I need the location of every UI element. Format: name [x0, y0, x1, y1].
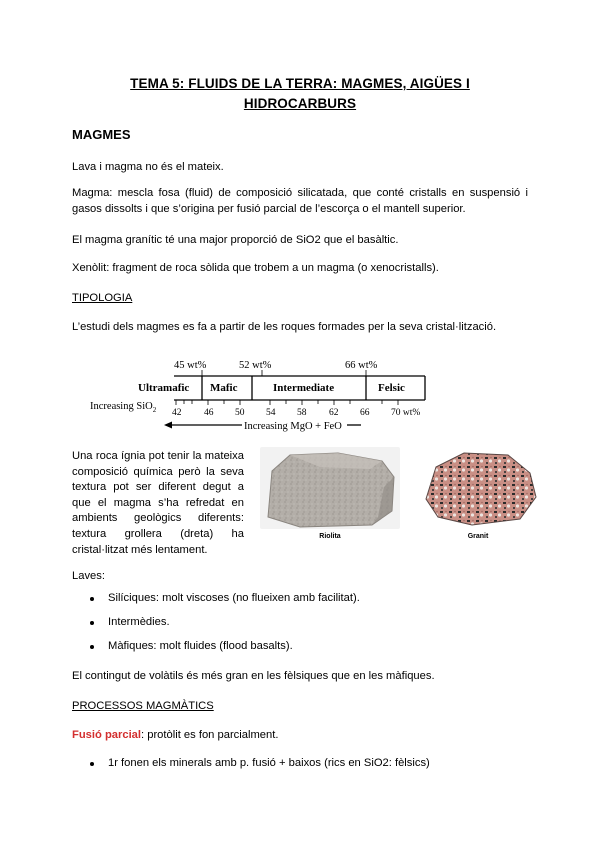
heading-laves: Laves: [72, 570, 105, 582]
paragraph-xenolit: Xenòlit: fragment de roca sòlida que trobem a un magma (o xenocristalls). [72, 262, 439, 274]
diagram-sio2-label: Increasing SiO$_2$ [90, 401, 157, 414]
diagram-class-felsic: Felsic [378, 382, 405, 394]
paragraph-estudi: L’estudi dels magmes es fa a partir de les roques formades per la seva cristal·lització. [72, 321, 497, 333]
list-item-text: Màfiques: molt fluides (flood basalts). [108, 640, 293, 652]
paragraph-granitic: El magma granític té una major proporció de SiO2 que el basàltic. [72, 234, 399, 246]
caption-riolita: Riolita [319, 533, 341, 540]
paragraph-magma-definition: Magma: mescla fosa (fluid) de composició silicatada, que conté cristalls en suspensió i gasos dissolts i que s’origina per fusió parcial de l’escorça o el mantell superior. [72, 187, 528, 215]
diagram-tick-70: 70 wt% [391, 408, 421, 418]
heading-tipologia: TIPOLOGIA [72, 292, 133, 304]
diagram-tick-62: 62 [329, 408, 339, 418]
bullet-icon [90, 621, 94, 625]
title-line-1: TEMA 5: FLUIDS DE LA TERRA: MAGMES, AIGÜES I [130, 76, 470, 91]
paragraph-rock-texture: Una roca ígnia pot tenir la mateixa composició química però la seva textura pot ser diferent degut a que el magma s’ha refredat en ambients geològics diferents: textura grollera (dreta) ha cristal·litzat més lentament. [72, 450, 244, 556]
rhyolite-photo [260, 447, 400, 529]
page-title [100, 74, 500, 114]
fusio-parcial-text: : protòlit es fon parcialment. [141, 729, 279, 741]
diagram-tick-58: 58 [297, 408, 307, 418]
title-line-2: HIDROCARBURS [243, 96, 357, 111]
magma-classification-diagram [86, 352, 466, 437]
list-item-text: 1r fonen els minerals amb p. fusió + baixos (rics en SiO2: fèlsics) [108, 757, 430, 769]
diagram-label-52: 52 wt% [239, 360, 272, 371]
caption-granit: Granit [467, 533, 489, 540]
heading-magmes: MAGMES [72, 127, 131, 142]
fusio-parcial-label: Fusió parcial [72, 729, 142, 741]
diagram-tick-46: 46 [204, 408, 214, 418]
bullet-icon [90, 645, 94, 649]
paragraph-volatils: El contingut de volàtils és més gran en les fèlsiques que en les màfiques. [72, 670, 435, 682]
diagram-class-mafic: Mafic [210, 382, 238, 394]
bullet-icon [90, 762, 94, 766]
diagram-tick-66: 66 [360, 408, 370, 418]
diagram-tick-42: 42 [172, 408, 182, 418]
diagram-class-ultramafic: Ultramafic [138, 382, 190, 394]
heading-processos: PROCESSOS MAGMÀTICS [72, 700, 214, 712]
diagram-class-intermediate: Intermediate [273, 382, 335, 394]
list-item-text: Silíciques: molt viscoses (no flueixen amb facilitat). [108, 592, 360, 604]
diagram-label-66: 66 wt% [345, 360, 378, 371]
bullet-icon [90, 597, 94, 601]
diagram-tick-50: 50 [235, 408, 245, 418]
granite-photo [412, 447, 544, 529]
diagram-tick-54: 54 [266, 408, 276, 418]
paragraph-lava-magma: Lava i magma no és el mateix. [72, 161, 224, 173]
diagram-label-45: 45 wt% [174, 360, 207, 371]
list-item-text: Intermèdies. [108, 616, 170, 628]
diagram-mgo-label: Increasing MgO + FeO [244, 421, 342, 432]
paragraph-fusio-parcial [72, 728, 528, 744]
